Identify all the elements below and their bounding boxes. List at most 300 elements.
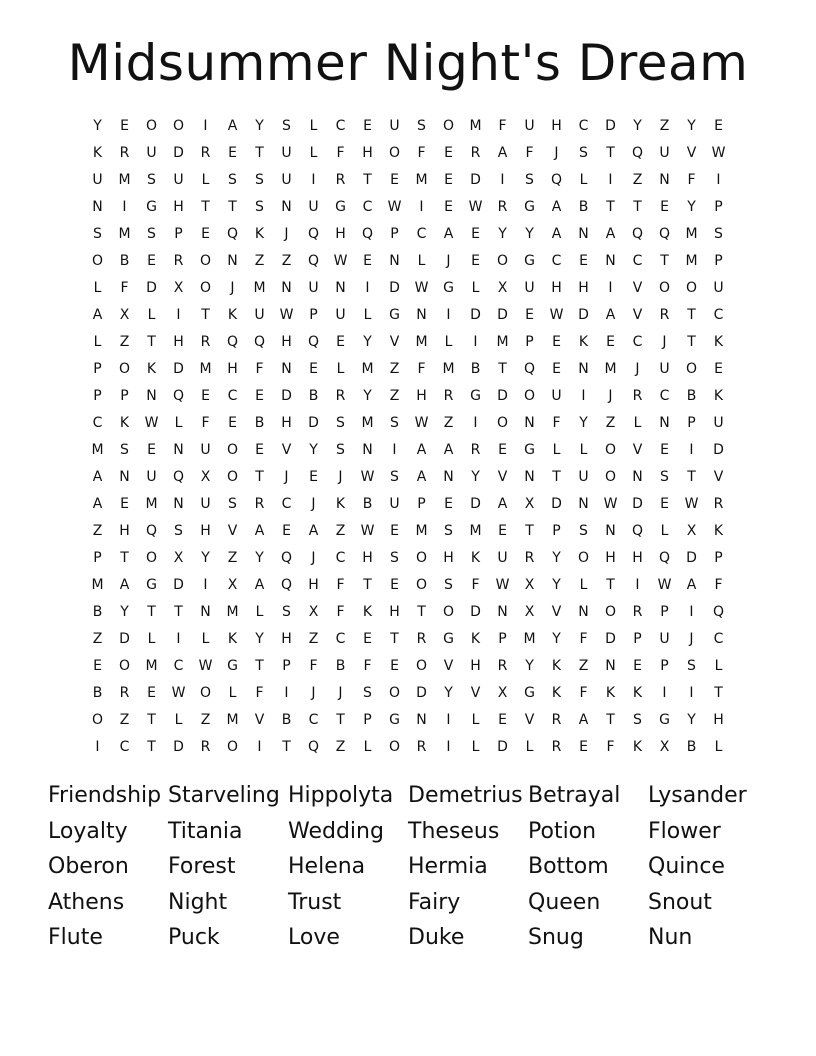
grid-letter[interactable]: N [200, 604, 211, 620]
grid-letter[interactable]: T [552, 469, 561, 485]
grid-letter[interactable]: K [470, 550, 481, 566]
grid-letter[interactable]: S [390, 550, 399, 566]
grid-letter[interactable]: R [119, 145, 130, 161]
grid-letter[interactable]: N [335, 280, 346, 296]
grid-letter[interactable]: S [444, 577, 453, 593]
grid-letter[interactable]: F [336, 577, 345, 593]
grid-letter[interactable]: F [120, 280, 129, 296]
grid-letter[interactable]: O [91, 253, 104, 269]
grid-letter[interactable]: J [311, 496, 316, 512]
grid-letter[interactable]: H [470, 658, 481, 674]
grid-letter[interactable]: M [199, 361, 212, 377]
grid-letter[interactable]: M [226, 712, 239, 728]
grid-letter[interactable]: T [687, 307, 696, 323]
grid-letter[interactable]: Q [523, 361, 536, 377]
grid-letter[interactable]: D [605, 118, 616, 134]
grid-letter[interactable]: P [714, 199, 723, 215]
grid-letter[interactable]: K [578, 334, 589, 350]
grid-letter[interactable]: C [578, 118, 589, 134]
grid-letter[interactable]: Z [281, 253, 292, 269]
grid-letter[interactable]: N [578, 604, 589, 620]
grid-letter[interactable]: Y [687, 199, 696, 215]
grid-letter[interactable]: D [686, 550, 697, 566]
grid-letter[interactable]: J [284, 226, 289, 242]
grid-letter[interactable]: J [311, 685, 316, 701]
grid-letter[interactable]: D [146, 280, 157, 296]
grid-letter[interactable]: S [660, 469, 669, 485]
grid-letter[interactable]: R [659, 307, 670, 323]
grid-letter[interactable]: O [145, 118, 158, 134]
grid-letter[interactable]: C [713, 631, 724, 647]
grid-letter[interactable]: U [659, 145, 670, 161]
grid-letter[interactable]: R [200, 334, 211, 350]
grid-letter[interactable]: S [390, 469, 399, 485]
grid-letter[interactable]: M [415, 334, 428, 350]
grid-letter[interactable]: S [444, 523, 453, 539]
grid-letter[interactable]: U [713, 415, 724, 431]
grid-letter[interactable]: W [198, 658, 213, 674]
grid-letter[interactable]: O [388, 685, 401, 701]
grid-letter[interactable]: H [173, 199, 184, 215]
grid-letter[interactable]: L [579, 442, 588, 458]
grid-letter[interactable]: P [633, 631, 642, 647]
grid-letter[interactable]: I [311, 172, 316, 188]
grid-letter[interactable]: Z [335, 523, 346, 539]
grid-letter[interactable]: E [390, 172, 399, 188]
grid-letter[interactable]: D [119, 631, 130, 647]
grid-letter[interactable]: W [657, 577, 672, 593]
grid-letter[interactable]: T [201, 307, 210, 323]
grid-letter[interactable]: P [660, 658, 669, 674]
grid-letter[interactable]: O [91, 712, 104, 728]
grid-letter[interactable]: V [227, 523, 238, 539]
grid-letter[interactable]: U [308, 199, 319, 215]
grid-letter[interactable]: T [147, 712, 156, 728]
grid-letter[interactable]: X [497, 280, 508, 296]
grid-letter[interactable]: B [686, 388, 697, 404]
grid-letter[interactable]: L [336, 361, 345, 377]
grid-letter[interactable]: Q [631, 226, 644, 242]
grid-letter[interactable]: I [257, 739, 262, 755]
grid-letter[interactable]: X [119, 307, 130, 323]
grid-letter[interactable]: R [416, 739, 427, 755]
grid-letter[interactable]: B [281, 712, 292, 728]
grid-letter[interactable]: G [389, 307, 400, 323]
grid-letter[interactable]: C [659, 388, 670, 404]
grid-letter[interactable]: Y [255, 550, 264, 566]
grid-letter[interactable]: M [415, 172, 428, 188]
grid-letter[interactable]: E [525, 307, 534, 323]
grid-letter[interactable]: E [444, 145, 453, 161]
grid-letter[interactable]: G [524, 199, 535, 215]
grid-letter[interactable]: N [605, 253, 616, 269]
grid-letter[interactable]: N [227, 253, 238, 269]
grid-letter[interactable]: P [309, 307, 318, 323]
grid-letter[interactable]: P [174, 226, 183, 242]
grid-letter[interactable]: T [606, 199, 615, 215]
grid-letter[interactable]: W [711, 145, 726, 161]
grid-letter[interactable]: F [579, 685, 588, 701]
grid-letter[interactable]: F [417, 361, 426, 377]
grid-letter[interactable]: M [685, 226, 698, 242]
grid-letter[interactable]: V [281, 442, 292, 458]
grid-letter[interactable]: A [227, 118, 238, 134]
grid-letter[interactable]: P [525, 334, 534, 350]
grid-letter[interactable]: Q [361, 226, 374, 242]
grid-letter[interactable]: A [551, 199, 562, 215]
grid-letter[interactable]: E [255, 388, 264, 404]
grid-letter[interactable]: I [608, 280, 613, 296]
grid-letter[interactable]: Z [659, 118, 670, 134]
grid-letter[interactable]: T [363, 172, 372, 188]
grid-letter[interactable]: E [390, 577, 399, 593]
grid-letter[interactable]: L [579, 577, 588, 593]
grid-letter[interactable]: N [281, 280, 292, 296]
grid-letter[interactable]: O [226, 739, 239, 755]
grid-letter[interactable]: K [119, 415, 130, 431]
grid-letter[interactable]: R [335, 172, 346, 188]
grid-letter[interactable]: C [308, 712, 319, 728]
grid-letter[interactable]: P [93, 361, 102, 377]
grid-letter[interactable]: B [686, 739, 697, 755]
grid-letter[interactable]: H [335, 226, 346, 242]
grid-letter[interactable]: G [524, 253, 535, 269]
grid-letter[interactable]: O [415, 658, 428, 674]
grid-letter[interactable]: N [362, 442, 373, 458]
grid-letter[interactable]: F [201, 415, 210, 431]
grid-letter[interactable]: I [122, 199, 127, 215]
grid-letter[interactable]: D [551, 496, 562, 512]
grid-letter[interactable]: Q [172, 469, 185, 485]
grid-letter[interactable]: U [146, 145, 157, 161]
grid-letter[interactable]: G [227, 658, 238, 674]
grid-letter[interactable]: J [662, 334, 667, 350]
grid-letter[interactable]: O [415, 577, 428, 593]
grid-letter[interactable]: U [200, 496, 211, 512]
grid-letter[interactable]: J [338, 469, 343, 485]
grid-letter[interactable]: F [417, 145, 426, 161]
grid-letter[interactable]: H [551, 118, 562, 134]
grid-letter[interactable]: T [201, 199, 210, 215]
grid-letter[interactable]: E [336, 334, 345, 350]
grid-letter[interactable]: K [254, 226, 265, 242]
grid-letter[interactable]: F [579, 631, 588, 647]
grid-letter[interactable]: E [363, 631, 372, 647]
grid-letter[interactable]: O [118, 361, 131, 377]
grid-letter[interactable]: H [362, 145, 373, 161]
grid-letter[interactable]: H [551, 280, 562, 296]
grid-letter[interactable]: U [173, 172, 184, 188]
grid-letter[interactable]: V [686, 145, 697, 161]
grid-letter[interactable]: O [685, 280, 698, 296]
grid-letter[interactable]: G [389, 712, 400, 728]
grid-letter[interactable]: Q [658, 226, 671, 242]
grid-letter[interactable]: O [685, 361, 698, 377]
grid-letter[interactable]: Y [309, 442, 318, 458]
grid-letter[interactable]: T [498, 361, 507, 377]
grid-letter[interactable]: N [659, 415, 670, 431]
grid-letter[interactable]: F [309, 658, 318, 674]
grid-letter[interactable]: U [659, 631, 670, 647]
grid-letter[interactable]: E [309, 469, 318, 485]
grid-letter[interactable]: Z [632, 172, 643, 188]
grid-letter[interactable]: B [578, 199, 589, 215]
grid-letter[interactable]: K [632, 739, 643, 755]
grid-letter[interactable]: K [227, 307, 238, 323]
grid-letter[interactable]: O [496, 253, 509, 269]
grid-letter[interactable]: Z [389, 388, 400, 404]
grid-letter[interactable]: T [687, 334, 696, 350]
grid-letter[interactable]: Y [633, 118, 642, 134]
grid-letter[interactable]: Y [363, 334, 372, 350]
grid-letter[interactable]: H [443, 550, 454, 566]
grid-letter[interactable]: Q [307, 739, 320, 755]
grid-letter[interactable]: V [389, 334, 400, 350]
grid-letter[interactable]: I [473, 334, 478, 350]
grid-letter[interactable]: L [93, 334, 102, 350]
grid-letter[interactable]: Q [172, 388, 185, 404]
grid-letter[interactable]: P [552, 523, 561, 539]
grid-letter[interactable]: G [524, 685, 535, 701]
grid-letter[interactable]: A [686, 577, 697, 593]
grid-letter[interactable]: T [147, 604, 156, 620]
grid-letter[interactable]: F [687, 172, 696, 188]
grid-letter[interactable]: S [120, 442, 129, 458]
grid-letter[interactable]: V [632, 307, 643, 323]
grid-letter[interactable]: Z [254, 253, 265, 269]
grid-letter[interactable]: R [173, 253, 184, 269]
grid-letter[interactable]: D [173, 361, 184, 377]
grid-letter[interactable]: T [255, 145, 264, 161]
grid-letter[interactable]: O [199, 253, 212, 269]
grid-letter[interactable]: E [579, 253, 588, 269]
grid-letter[interactable]: T [147, 739, 156, 755]
grid-letter[interactable]: A [497, 145, 508, 161]
grid-letter[interactable]: O [226, 442, 239, 458]
grid-letter[interactable]: Z [578, 658, 589, 674]
grid-letter[interactable]: T [336, 712, 345, 728]
grid-letter[interactable]: Q [307, 334, 320, 350]
grid-letter[interactable]: M [118, 226, 131, 242]
grid-letter[interactable]: I [365, 280, 370, 296]
grid-letter[interactable]: R [497, 658, 508, 674]
grid-letter[interactable]: T [174, 604, 183, 620]
grid-letter[interactable]: R [524, 550, 535, 566]
grid-letter[interactable]: E [498, 523, 507, 539]
grid-letter[interactable]: Q [631, 523, 644, 539]
grid-letter[interactable]: C [119, 739, 130, 755]
grid-letter[interactable]: R [551, 712, 562, 728]
grid-letter[interactable]: X [659, 739, 670, 755]
grid-letter[interactable]: V [632, 442, 643, 458]
grid-letter[interactable]: Q [307, 253, 320, 269]
grid-letter[interactable]: M [253, 280, 266, 296]
grid-letter[interactable]: L [714, 658, 723, 674]
grid-letter[interactable]: C [713, 307, 724, 323]
grid-letter[interactable]: J [230, 280, 235, 296]
grid-letter[interactable]: K [227, 631, 238, 647]
grid-letter[interactable]: Z [308, 631, 319, 647]
grid-letter[interactable]: U [146, 469, 157, 485]
grid-letter[interactable]: W [387, 199, 402, 215]
grid-letter[interactable]: X [524, 496, 535, 512]
grid-letter[interactable]: O [604, 604, 617, 620]
grid-letter[interactable]: Y [525, 658, 534, 674]
grid-letter[interactable]: K [632, 685, 643, 701]
grid-letter[interactable]: I [446, 739, 451, 755]
grid-letter[interactable]: E [147, 442, 156, 458]
grid-letter[interactable]: E [309, 361, 318, 377]
grid-letter[interactable]: I [635, 577, 640, 593]
grid-letter[interactable]: I [284, 685, 289, 701]
grid-letter[interactable]: X [200, 469, 211, 485]
grid-letter[interactable]: Z [389, 361, 400, 377]
grid-letter[interactable]: H [227, 361, 238, 377]
grid-letter[interactable]: P [363, 712, 372, 728]
grid-letter[interactable]: S [525, 172, 534, 188]
grid-letter[interactable]: K [713, 523, 724, 539]
grid-letter[interactable]: O [658, 280, 671, 296]
grid-letter[interactable]: W [414, 415, 429, 431]
grid-letter[interactable]: P [120, 388, 129, 404]
grid-letter[interactable]: X [524, 577, 535, 593]
grid-letter[interactable]: M [145, 496, 158, 512]
grid-letter[interactable]: T [606, 577, 615, 593]
grid-letter[interactable]: R [335, 388, 346, 404]
grid-letter[interactable]: D [416, 685, 427, 701]
grid-letter[interactable]: N [281, 361, 292, 377]
grid-letter[interactable]: E [255, 442, 264, 458]
grid-letter[interactable]: E [714, 361, 723, 377]
grid-letter[interactable]: N [173, 442, 184, 458]
grid-letter[interactable]: Z [443, 415, 454, 431]
grid-letter[interactable]: O [604, 442, 617, 458]
grid-letter[interactable]: E [660, 442, 669, 458]
grid-letter[interactable]: S [336, 442, 345, 458]
grid-letter[interactable]: O [226, 469, 239, 485]
grid-letter[interactable]: N [443, 469, 454, 485]
grid-letter[interactable]: T [390, 631, 399, 647]
grid-letter[interactable]: X [173, 280, 184, 296]
grid-letter[interactable]: D [470, 307, 481, 323]
grid-letter[interactable]: U [524, 118, 535, 134]
grid-letter[interactable]: Y [498, 226, 507, 242]
grid-letter[interactable]: R [119, 685, 130, 701]
grid-letter[interactable]: N [605, 523, 616, 539]
grid-letter[interactable]: Z [119, 712, 130, 728]
grid-letter[interactable]: C [281, 496, 292, 512]
grid-letter[interactable]: E [633, 658, 642, 674]
grid-letter[interactable]: O [604, 469, 617, 485]
grid-letter[interactable]: L [255, 604, 264, 620]
grid-letter[interactable]: E [201, 226, 210, 242]
grid-letter[interactable]: R [632, 604, 643, 620]
grid-letter[interactable]: Z [605, 415, 616, 431]
grid-letter[interactable]: O [415, 550, 428, 566]
grid-letter[interactable]: L [201, 172, 210, 188]
grid-letter[interactable]: W [360, 523, 375, 539]
grid-letter[interactable]: L [633, 415, 642, 431]
grid-letter[interactable]: J [608, 388, 613, 404]
grid-letter[interactable]: S [282, 118, 291, 134]
grid-letter[interactable]: K [713, 334, 724, 350]
grid-letter[interactable]: U [551, 388, 562, 404]
grid-letter[interactable]: E [363, 253, 372, 269]
grid-letter[interactable]: A [551, 226, 562, 242]
grid-letter[interactable]: S [228, 496, 237, 512]
grid-letter[interactable]: X [227, 577, 238, 593]
grid-letter[interactable]: K [551, 658, 562, 674]
grid-letter[interactable]: L [552, 442, 561, 458]
grid-letter[interactable]: P [714, 253, 723, 269]
grid-letter[interactable]: H [308, 577, 319, 593]
grid-letter[interactable]: R [200, 739, 211, 755]
grid-letter[interactable]: J [284, 469, 289, 485]
grid-letter[interactable]: U [254, 307, 265, 323]
grid-letter[interactable]: N [173, 496, 184, 512]
grid-letter[interactable]: O [388, 739, 401, 755]
grid-letter[interactable]: I [446, 712, 451, 728]
grid-letter[interactable]: A [254, 523, 265, 539]
grid-letter[interactable]: M [91, 442, 104, 458]
grid-letter[interactable]: B [470, 361, 481, 377]
grid-letter[interactable]: C [632, 334, 643, 350]
grid-letter[interactable]: Q [280, 577, 293, 593]
grid-letter[interactable]: E [714, 118, 723, 134]
grid-letter[interactable]: U [659, 361, 670, 377]
grid-letter[interactable]: J [689, 631, 694, 647]
grid-letter[interactable]: R [470, 145, 481, 161]
grid-letter[interactable]: W [171, 685, 186, 701]
grid-letter[interactable]: E [498, 712, 507, 728]
grid-letter[interactable]: Q [550, 172, 563, 188]
grid-letter[interactable]: N [605, 658, 616, 674]
grid-letter[interactable]: X [524, 604, 535, 620]
grid-letter[interactable]: X [497, 685, 508, 701]
grid-letter[interactable]: E [120, 496, 129, 512]
grid-letter[interactable]: U [92, 172, 103, 188]
grid-letter[interactable]: P [390, 226, 399, 242]
grid-letter[interactable]: G [146, 199, 157, 215]
grid-letter[interactable]: J [446, 253, 451, 269]
grid-letter[interactable]: N [578, 361, 589, 377]
grid-letter[interactable]: V [713, 469, 724, 485]
grid-letter[interactable]: D [578, 307, 589, 323]
grid-letter[interactable]: S [147, 172, 156, 188]
grid-letter[interactable]: L [471, 280, 480, 296]
grid-letter[interactable]: X [173, 550, 184, 566]
grid-letter[interactable]: E [660, 199, 669, 215]
grid-letter[interactable]: D [497, 739, 508, 755]
grid-letter[interactable]: A [443, 226, 454, 242]
grid-letter[interactable]: G [443, 631, 454, 647]
grid-letter[interactable]: N [119, 469, 130, 485]
grid-letter[interactable]: D [632, 496, 643, 512]
grid-letter[interactable]: K [146, 361, 157, 377]
grid-letter[interactable]: L [147, 307, 156, 323]
grid-letter[interactable]: T [606, 145, 615, 161]
grid-letter[interactable]: S [174, 523, 183, 539]
grid-letter[interactable]: N [281, 199, 292, 215]
grid-letter[interactable]: W [279, 307, 294, 323]
grid-letter[interactable]: N [659, 172, 670, 188]
grid-letter[interactable]: T [660, 253, 669, 269]
grid-letter[interactable]: B [92, 604, 103, 620]
grid-letter[interactable]: U [713, 280, 724, 296]
grid-letter[interactable]: A [92, 496, 103, 512]
grid-letter[interactable]: S [255, 199, 264, 215]
grid-letter[interactable]: N [497, 604, 508, 620]
